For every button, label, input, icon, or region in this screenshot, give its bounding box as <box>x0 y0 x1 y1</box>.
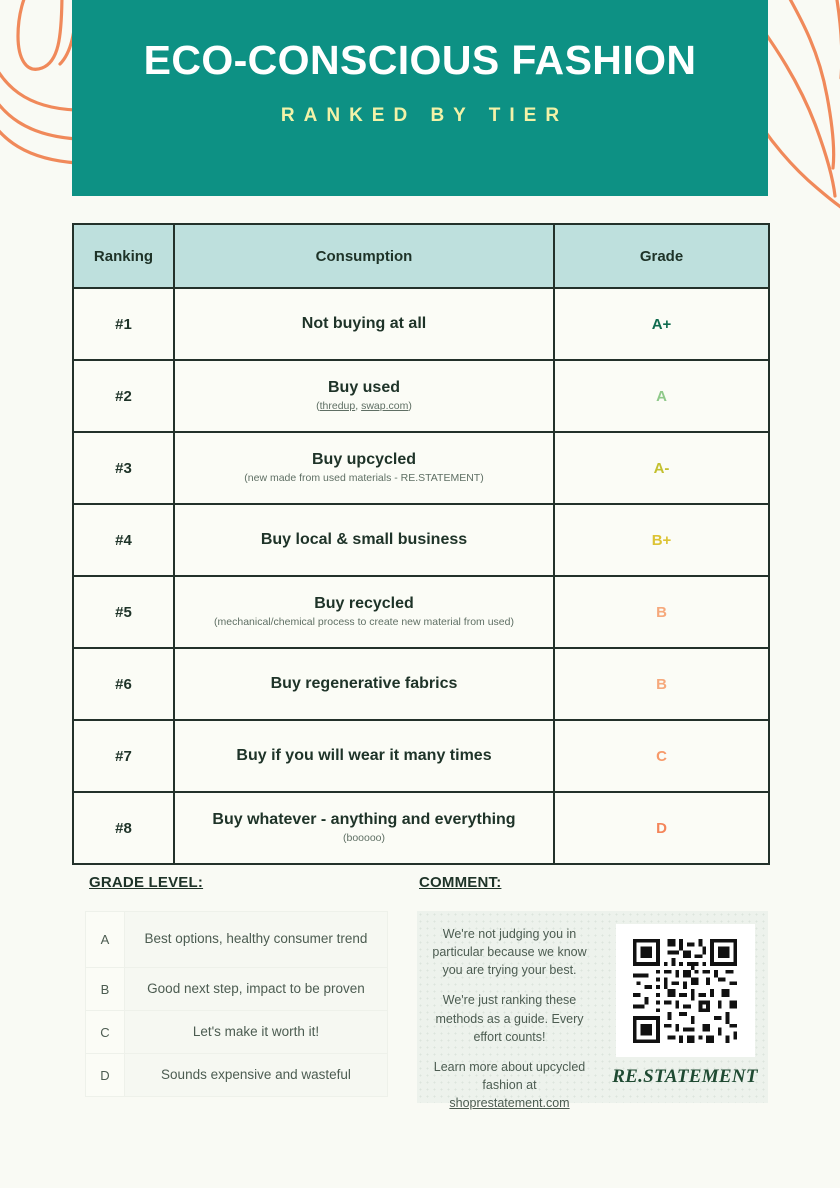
consumption-title: Buy used <box>327 379 400 397</box>
table-row <box>73 576 769 648</box>
consumption-cell <box>174 792 554 864</box>
header-banner <box>72 0 768 196</box>
swapcom-link[interactable]: swap.com <box>361 400 409 413</box>
consumption-title: Buy regenerative fabrics <box>270 675 458 692</box>
legend-description: Sounds expensive and wasteful <box>125 1054 388 1097</box>
rank-value: #1 <box>73 288 174 360</box>
decorative-curves-left <box>0 0 80 250</box>
consumption-subtitle: (mechanical/chemical process to create new material from used) <box>214 616 514 629</box>
comment-paragraph-1: We're not judging you in particular because we know you are trying your best. <box>432 927 587 978</box>
ranking-table-body <box>73 288 769 864</box>
ranking-table <box>72 223 770 865</box>
consumption-subtitle: (thredup, swap.com) <box>316 400 412 413</box>
legend-description: Best options, healthy consumer trend <box>125 912 388 968</box>
legend-key: C <box>86 1011 125 1054</box>
qr-code-container[interactable] <box>616 924 755 1057</box>
consumption-title: Buy local & small business <box>260 531 468 548</box>
column-header-consumption: Consumption <box>174 224 554 288</box>
table-row <box>73 792 769 864</box>
grade-value: B <box>554 648 769 720</box>
qr-code-icon[interactable] <box>629 935 741 1047</box>
grade-value: D <box>554 792 769 864</box>
legend-row <box>86 1011 388 1054</box>
table-row <box>73 504 769 576</box>
consumption-title: Not buying at all <box>301 315 427 332</box>
legend-key: B <box>86 968 125 1011</box>
legend-row <box>86 968 388 1011</box>
consumption-cell <box>174 504 554 576</box>
consumption-title: Buy whatever - anything and everything <box>212 811 516 829</box>
legend-key: D <box>86 1054 125 1097</box>
table-row <box>73 432 769 504</box>
comment-paragraph-3 <box>425 1058 594 1112</box>
comment-heading: COMMENT: <box>419 874 502 891</box>
rank-value: #4 <box>73 504 174 576</box>
grade-level-legend <box>85 911 388 1097</box>
grade-value: B+ <box>554 504 769 576</box>
consumption-cell <box>174 288 554 360</box>
consumption-cell <box>174 648 554 720</box>
comment-text-block <box>417 911 602 1110</box>
legend-row <box>86 1054 388 1097</box>
table-row <box>73 720 769 792</box>
legend-key: A <box>86 912 125 968</box>
thredup-link[interactable]: thredup <box>319 400 356 413</box>
rank-value: #2 <box>73 360 174 432</box>
legend-description: Let's make it worth it! <box>125 1011 388 1054</box>
grade-value: B <box>554 576 769 648</box>
comment-paragraph-2: We're just ranking these methods as a guide. Every effort counts! <box>435 993 584 1044</box>
consumption-cell <box>174 432 554 504</box>
grade-level-heading: GRADE LEVEL: <box>89 874 204 891</box>
consumption-subtitle: (booooo) <box>342 832 386 845</box>
page-title: ECO-CONSCIOUS FASHION <box>143 37 697 83</box>
consumption-title: Buy upcycled <box>311 451 417 469</box>
grade-value: A- <box>554 432 769 504</box>
legend-description: Good next step, impact to be proven <box>125 968 388 1011</box>
page-subtitle: RANKED BY TIER <box>280 105 569 127</box>
legend-row <box>86 912 388 968</box>
grade-value: A+ <box>554 288 769 360</box>
rank-value: #8 <box>73 792 174 864</box>
table-row <box>73 648 769 720</box>
column-header-grade: Grade <box>554 224 769 288</box>
consumption-cell <box>174 576 554 648</box>
consumption-title: Buy if you will wear it many times <box>236 747 492 764</box>
consumption-title: Buy recycled <box>314 595 414 613</box>
rank-value: #3 <box>73 432 174 504</box>
column-header-ranking: Ranking <box>73 224 174 288</box>
rank-value: #7 <box>73 720 174 792</box>
rank-value: #6 <box>73 648 174 720</box>
consumption-cell <box>174 360 554 432</box>
grade-value: A <box>554 360 769 432</box>
comment-panel <box>417 911 768 1110</box>
grade-value: C <box>554 720 769 792</box>
comment-learn-more-text: Learn more about upcycled fashion at <box>433 1059 586 1092</box>
shoprestatement-link[interactable]: shoprestatement.com <box>449 1096 570 1110</box>
brand-block <box>602 911 768 1103</box>
table-row <box>73 288 769 360</box>
table-header-row <box>73 224 769 288</box>
table-row <box>73 360 769 432</box>
consumption-cell <box>174 720 554 792</box>
consumption-subtitle: (new made from used materials - RE.STATEMENT) <box>244 472 484 485</box>
brand-logo-text: RE.STATEMENT <box>612 1066 758 1087</box>
rank-value: #5 <box>73 576 174 648</box>
